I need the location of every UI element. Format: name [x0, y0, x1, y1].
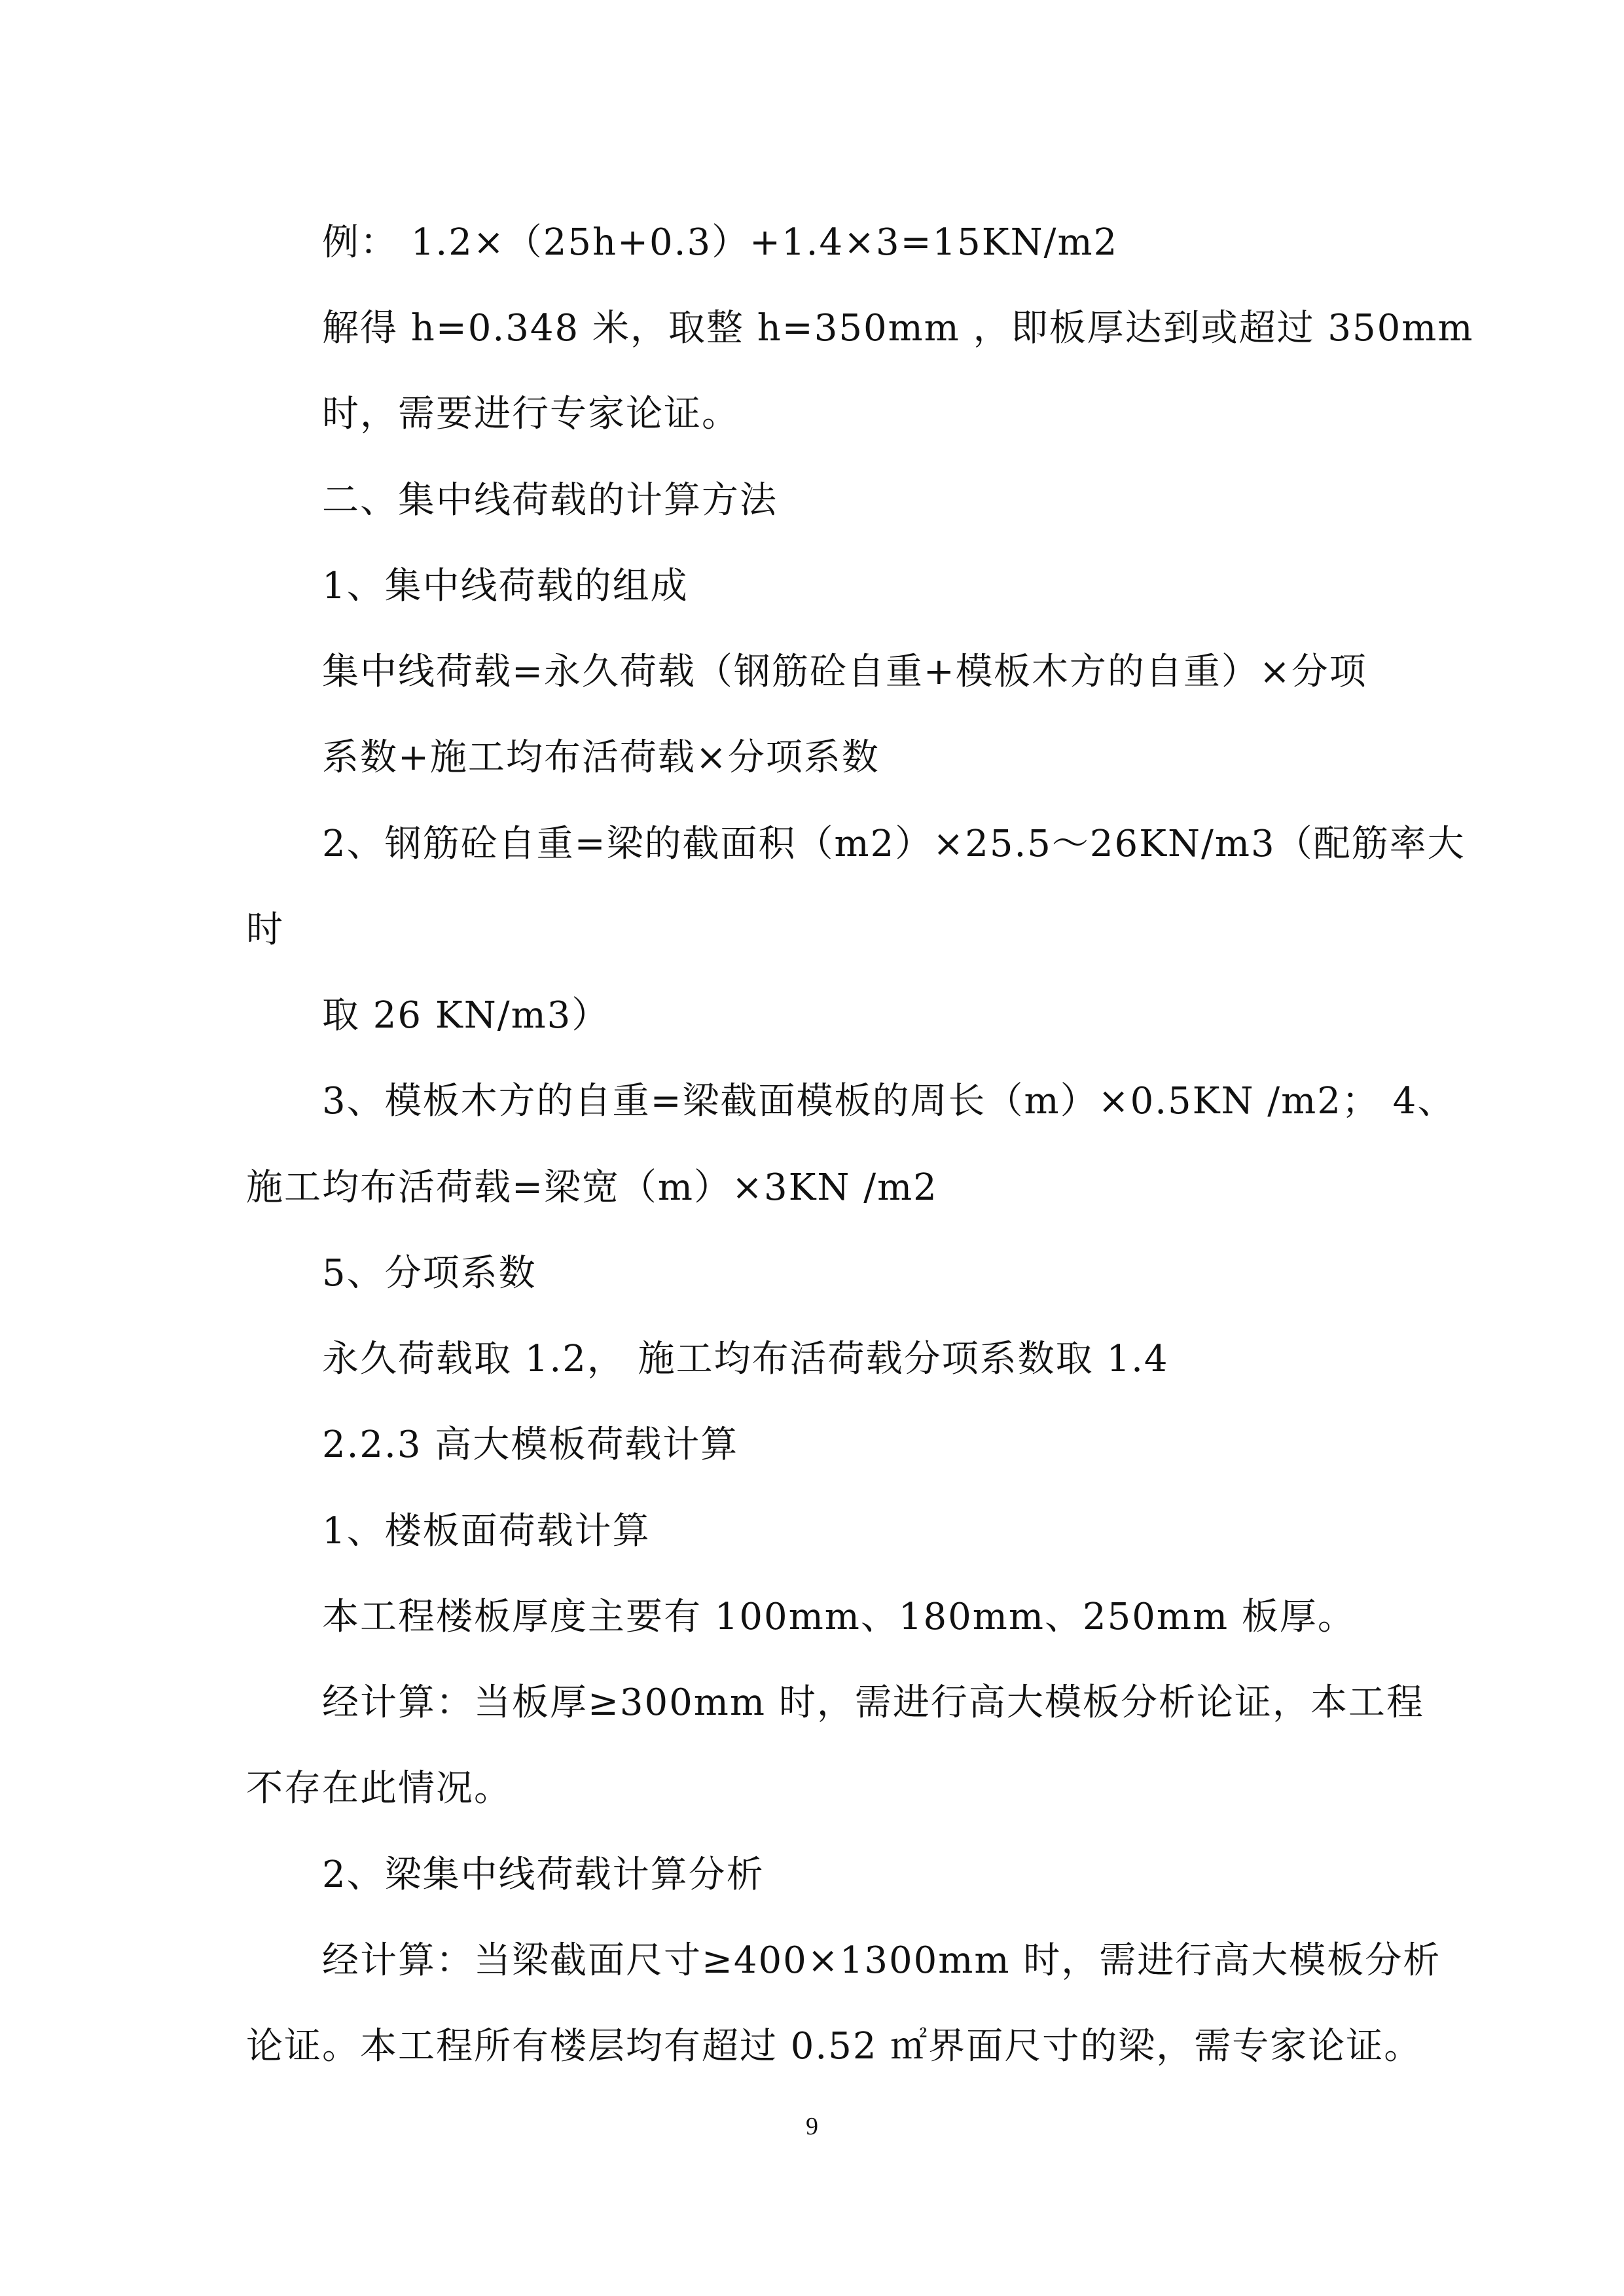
text-line-slab-calc: 经计算：当板厚≥300mm 时，需进行高大模板分析论证，本工程: [322, 1681, 1424, 1724]
text-line-load-definition: 集中线荷载=永久荷载（钢筋砼自重+模板木方的自重）×分项: [322, 651, 1367, 693]
text-line-item-1: 1、集中线荷载的组成: [322, 565, 689, 607]
text-line-beam-calc-cont: 论证。本工程所有楼层均有超过 0.52 ㎡界面尺寸的梁，需专家论证。: [246, 2025, 1422, 2068]
text-line-item-5: 5、分项系数: [322, 1252, 537, 1295]
text-line-solution: 解得 h=0.348 米，取整 h=350mm ，即板厚达到或超过 350mm: [322, 307, 1474, 350]
text-line-item-4: 施工均布活荷载=梁宽（m）×3KN /m2: [246, 1166, 938, 1209]
text-line-item-2-cont: 时: [246, 908, 284, 951]
text-line-example-formula: 例： 1.2×（25h+0.3）+1.4×3=15KN/m2: [322, 221, 1119, 264]
text-line-solution-cont: 时，需要进行专家论证。: [322, 393, 740, 435]
text-line-item-2-value: 取 26 KN/m3）: [322, 994, 610, 1037]
text-line-slab-thickness: 本工程楼板厚度主要有 100mm、180mm、250mm 板厚。: [322, 1596, 1356, 1638]
section-heading-line-load: 二、集中线荷载的计算方法: [322, 479, 778, 522]
page-number: 9: [806, 2113, 818, 2140]
text-line-load-definition-cont: 系数+施工均布活荷载×分项系数: [322, 736, 880, 779]
text-line-item-3: 3、模板木方的自重=梁截面模板的周长（m）×0.5KN /m2； 4、: [322, 1080, 1456, 1122]
text-line-coefficients: 永久荷载取 1.2， 施工均布活荷载分项系数取 1.4: [322, 1338, 1169, 1380]
text-line-beam-calc: 经计算：当梁截面尺寸≥400×1300mm 时，需进行高大模板分析: [322, 1939, 1441, 1982]
text-line-slab-calc-cont: 不存在此情况。: [246, 1767, 512, 1810]
text-line-item-2: 2、钢筋砼自重=梁的截面积（m2）×25.5～26KN/m3（配筋率大: [322, 823, 1466, 865]
text-line-beam-analysis: 2、梁集中线荷载计算分析: [322, 1854, 765, 1896]
text-line-floor-load: 1、楼板面荷载计算: [322, 1510, 651, 1552]
section-heading-2-2-3: 2.2.3 高大模板荷载计算: [322, 1424, 739, 1466]
